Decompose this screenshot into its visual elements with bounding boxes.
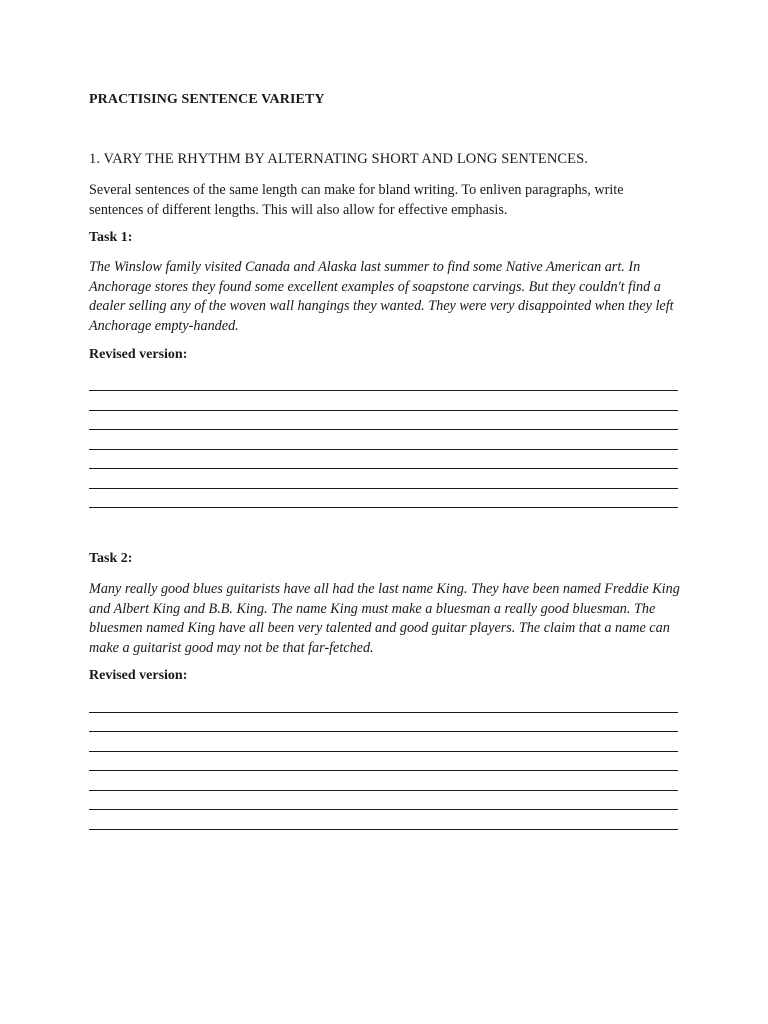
task1-answer-line[interactable] <box>89 449 678 450</box>
task2-answer-line[interactable] <box>89 809 678 810</box>
task2-answer-line[interactable] <box>89 751 678 752</box>
task2-answer-line[interactable] <box>89 712 678 713</box>
task2-text: Many really good blues guitarists have all had the last name King. They have been named Freddie King and Albert King and B.B. King. The name King must make a bluesman a really good bluesman. The bluesmen named King have all been very talented and good guitar players. The claim that a name can make a guitarist good may not be that far-fetched. <box>89 581 680 656</box>
section-heading: 1. VARY THE RHYTHM BY ALTERNATING SHORT AND LONG SENTENCES. <box>89 151 589 167</box>
task2-answer-line[interactable] <box>89 731 678 732</box>
task1-answer-line[interactable] <box>89 390 678 391</box>
task1-answer-line[interactable] <box>89 429 678 430</box>
task2-revised-label: Revised version: <box>89 668 188 683</box>
task1-label: Task 1: <box>89 230 133 245</box>
task1-answer-line[interactable] <box>89 507 678 508</box>
task2-answer-line[interactable] <box>89 829 678 830</box>
task1-answer-line[interactable] <box>89 488 678 489</box>
task1-revised-label: Revised version: <box>89 347 188 362</box>
worksheet-page <box>89 0 678 1024</box>
task2-answer-line[interactable] <box>89 790 678 791</box>
task1-text: The Winslow family visited Canada and Alaska last summer to find some Native American art. In Anchorage stores they found some excellent examples of soapstone carvings. But they couldn't find a dealer selling any of the woven wall hangings they wanted. They were very disappointed when they left Anchorage empty-handed. <box>89 259 674 334</box>
task2-answer-line[interactable] <box>89 770 678 771</box>
page-title: PRACTISING SENTENCE VARIETY <box>89 92 325 107</box>
intro-paragraph: Several sentences of the same length can make for bland writing. To enliven paragraphs, write sentences of different lengths. This will also allow for effective emphasis. <box>89 182 624 218</box>
task2-label: Task 2: <box>89 551 133 566</box>
task1-answer-line[interactable] <box>89 410 678 411</box>
task1-answer-line[interactable] <box>89 468 678 469</box>
